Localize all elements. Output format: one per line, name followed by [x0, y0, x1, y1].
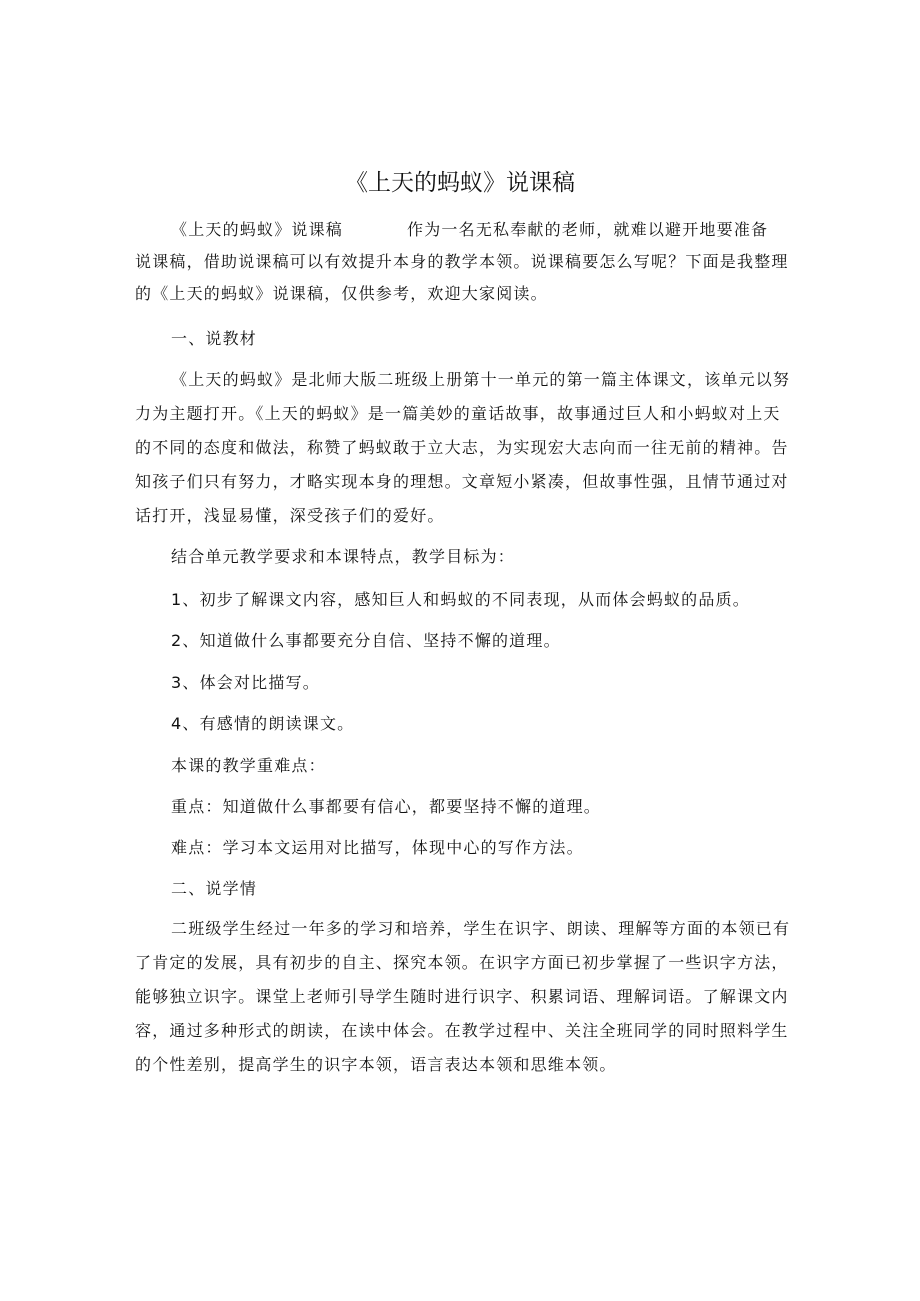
intro-line-1	[135, 214, 790, 246]
section-2-line: 了肯定的发展，具有初步的自主、探究本领。在识字方面已初步掌握了一些识字方法，	[135, 953, 789, 972]
difficult-point: 难点：学习本文运用对比描写，体现中心的写作方法。	[171, 838, 584, 857]
section-1-line: 《上天的蚂蚁》是北师大版二班级上册第十一单元的第一篇主体课文，该单元以努	[171, 370, 791, 389]
section-1-line: 的不同的态度和做法，称赞了蚂蚁敢于立大志，为实现宏大志向而一往无前的精神。告	[135, 438, 789, 457]
goal-item: 2、知道做什么事都要充分自信、坚持不懈的道理。	[171, 631, 561, 650]
document-title: 《上天的蚂蚁》说课稿	[345, 170, 575, 196]
section-1-line: 知孩子们只有努力，才略实现本身的理想。文章短小紧凑，但故事性强，且情节通过对	[135, 472, 789, 491]
goal-item: 4、有感情的朗读课文。	[171, 714, 355, 733]
key-point: 重点：知道做什么事都要有信心，都要坚持不懈的道理。	[171, 797, 602, 816]
section-2-line: 容，通过多种形式的朗读，在读中体会。在教学过程中、关注全班同学的同时照料学生	[135, 1021, 789, 1040]
goals-intro: 结合单元教学要求和本课特点，教学目标为：	[171, 547, 516, 566]
key-points-intro: 本课的教学重难点：	[171, 756, 326, 775]
section-2-paragraph	[135, 912, 790, 1082]
intro-paragraph	[135, 214, 790, 310]
intro-line-3: 的《上天的蚂蚁》说课稿，仅供参考，欢迎大家阅读。	[135, 284, 548, 303]
intro-title-ref: 《上天的蚂蚁》说课稿	[171, 220, 344, 239]
section-1-paragraph	[135, 363, 790, 533]
section-2-heading: 二、说学情	[171, 879, 258, 898]
section-1-line: 话打开，浅显易懂，深受孩子们的爱好。	[135, 506, 445, 525]
section-2-line: 能够独立识字。课堂上老师引导学生随时进行识字、积累词语、理解词语。了解课文内	[135, 987, 789, 1006]
section-1-heading: 一、说教材	[171, 329, 258, 348]
section-2-line: 二班级学生经过一年多的学习和培养，学生在识字、朗读、理解等方面的本领已有	[171, 919, 791, 938]
goal-item: 3、体会对比描写。	[171, 673, 320, 692]
section-2-line: 的个性差别，提高学生的识字本领，语言表达本领和思维本领。	[135, 1055, 617, 1074]
goal-item: 1、初步了解课文内容，感知巨人和蚂蚁的不同表现，从而体会蚂蚁的品质。	[171, 590, 750, 609]
intro-line-1-text: 作为一名无私奉献的老师，就难以避开地要准备	[407, 220, 769, 239]
intro-line-2: 说课稿，借助说课稿可以有效提升本身的教学本领。说课稿要怎么写呢？下面是我整理	[135, 252, 789, 271]
section-1-line: 力为主题打开。《上天的蚂蚁》是一篇美妙的童话故事，故事通过巨人和小蚂蚁对上天	[135, 404, 781, 423]
